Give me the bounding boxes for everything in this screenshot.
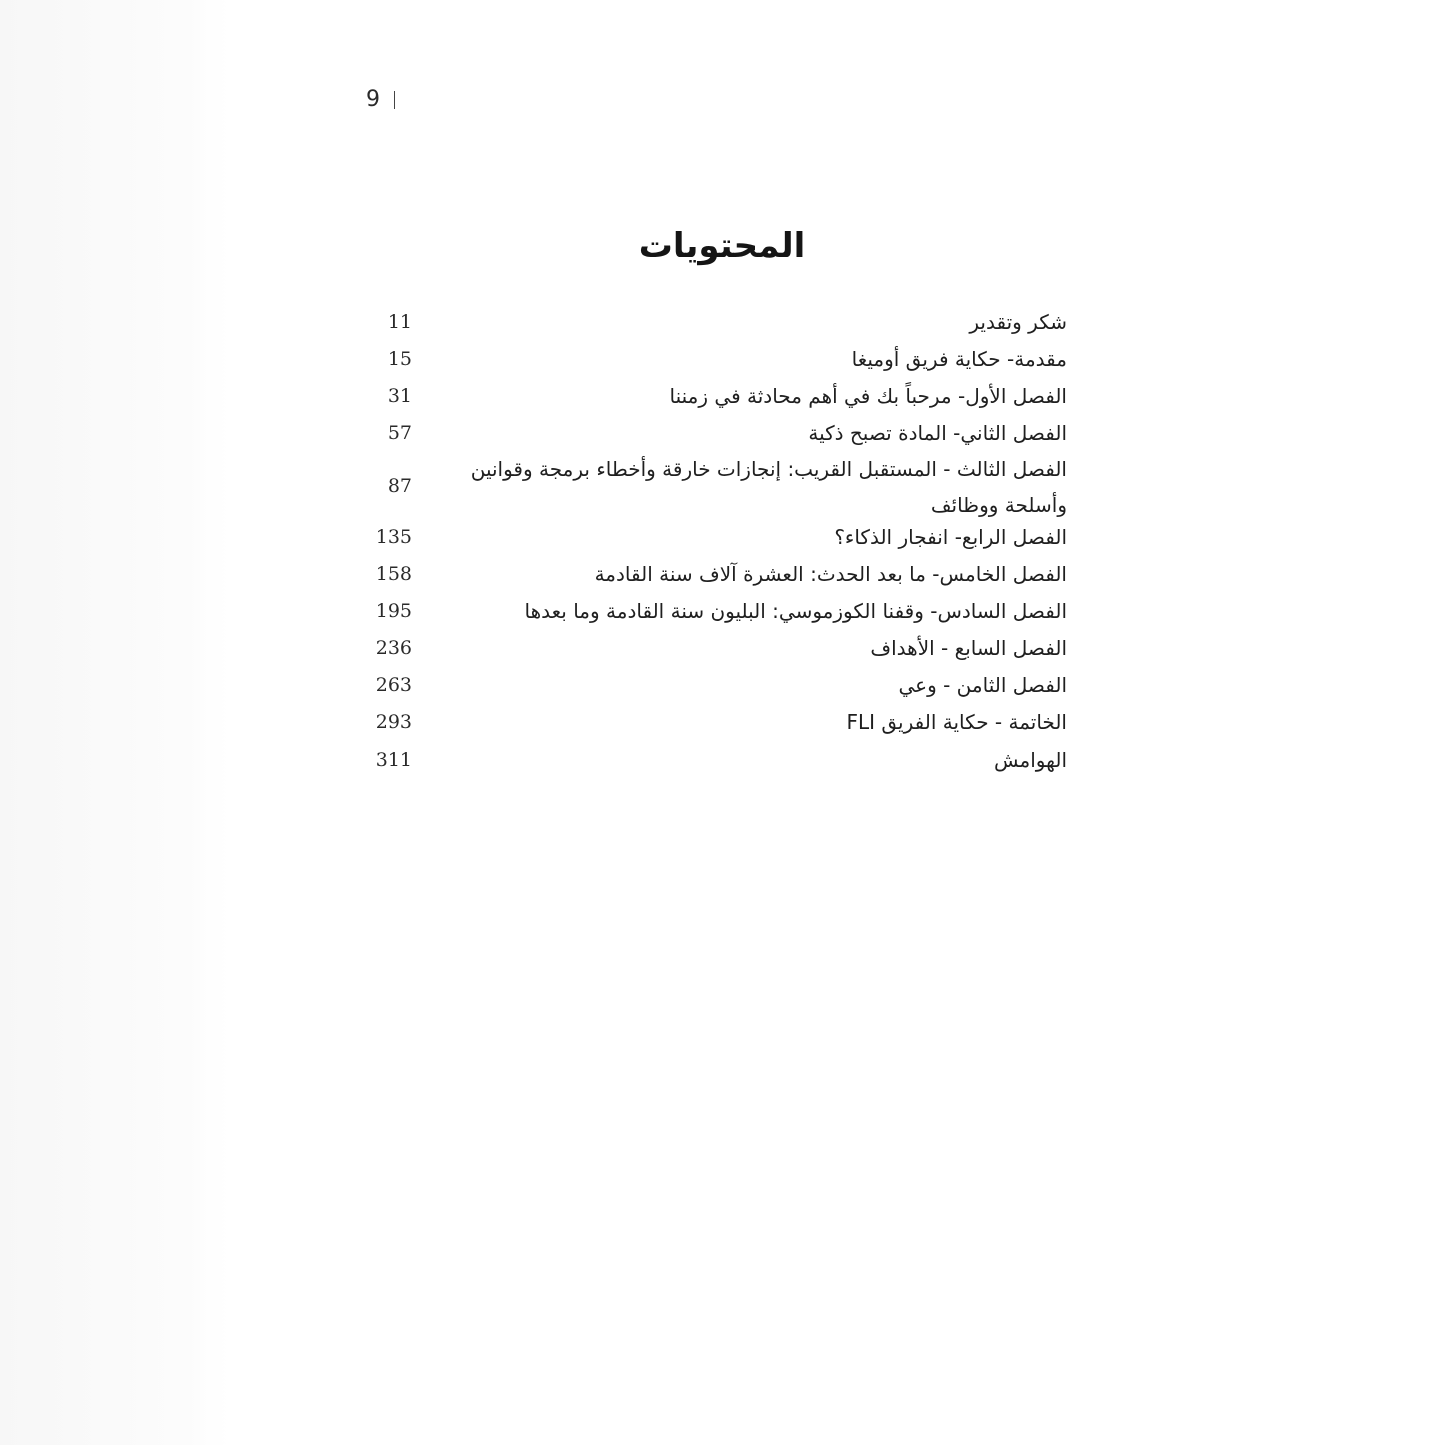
toc-entry-title: الفصل الثالث - المستقبل القريب: إنجازات خارقة وأخطاء برمجة وقوانين وأسلحة ووظائف <box>470 457 1067 517</box>
toc-entry-page: 158 <box>375 563 412 585</box>
toc-entry-title: الفصل السابع - الأهداف <box>870 636 1067 660</box>
toc-entry-title: الفصل السادس- وقفنا الكوزموسي: البليون سنة القادمة وما بعدها <box>524 599 1067 623</box>
toc-entry-title: الفصل الثامن - وعي <box>898 673 1067 697</box>
page-number: 9 <box>366 87 380 112</box>
toc-entry-page: 263 <box>375 674 412 696</box>
toc-entry-title: مقدمة- حكاية فريق أوميغا <box>851 347 1067 371</box>
toc-entry-page: 311 <box>375 749 412 771</box>
toc-entry-title: الفصل الخامس- ما بعد الحدث: العشرة آلاف سنة القادمة <box>594 562 1067 586</box>
toc-entry-page: 195 <box>375 600 412 622</box>
toc-entry-title: الخاتمة - حكاية الفريق FLI <box>846 710 1067 734</box>
toc-entry-page: 15 <box>387 348 412 370</box>
toc-entry-page: 236 <box>375 637 412 659</box>
toc-entry-page: 11 <box>387 311 412 333</box>
toc-entry-title: الفصل الأول- مرحباً بك في أهم محادثة في زمننا <box>669 384 1067 408</box>
toc-entry-page: 87 <box>387 475 412 497</box>
toc-entry-page: 135 <box>375 526 412 548</box>
toc-entry-page: 57 <box>387 422 412 444</box>
toc-entry-title: الهوامش <box>994 748 1067 772</box>
toc-entry-title: الفصل الرابع- انفجار الذكاء؟ <box>834 525 1067 549</box>
toc-title: المحتويات <box>638 226 806 266</box>
toc-entry-page: 293 <box>375 711 412 733</box>
page-edge-shading <box>0 0 230 1445</box>
page-number-divider <box>394 91 395 109</box>
toc-entry-title: الفصل الثاني- المادة تصبح ذكية <box>808 421 1067 445</box>
toc-entry-page: 31 <box>387 385 412 407</box>
toc-entry-title: شكر وتقدير <box>969 310 1067 334</box>
